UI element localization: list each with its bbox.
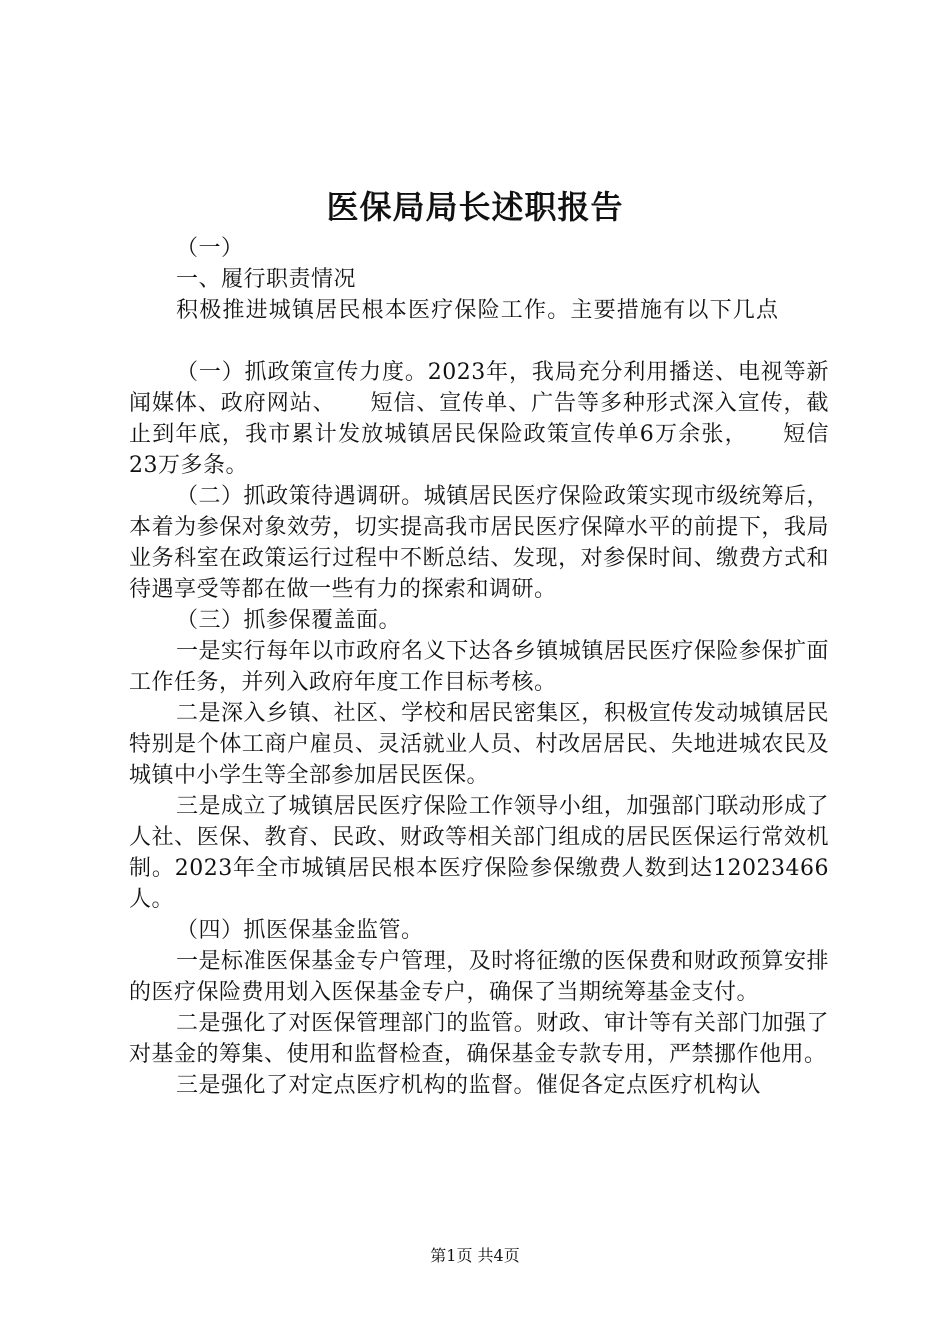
paragraph-coverage-second: 二是深入乡镇、社区、学校和居民密集区，积极宣传发动城镇居民特别是个体工商户雇员、灵活就业人员、村改居居民、失地进城农民及城镇中小学生等全部参加居民医保。 (129, 701, 829, 788)
paragraph-coverage-first: 一是实行每年以市政府名义下达各乡镇城镇居民医疗保险参保扩面工作任务，并列入政府年度工作目标考核。 (129, 639, 829, 695)
paragraph-fund-first: 一是标准医保基金专户管理，及时将征缴的医保费和财政预算安排的医疗保险费用划入医保基金专户，确保了当期统筹基金支付。 (129, 949, 829, 1005)
paragraph-part-marker: （一） (176, 236, 244, 261)
paragraph-fund-heading: （四）抓医保基金监管。 (176, 918, 424, 943)
paragraph-coverage-third: 三是成立了城镇居民医疗保险工作领导小组，加强部门联动形成了人社、医保、教育、民政、财政等相关部门组成的居民医保运行常效机制。2023年全市城镇居民根本医疗保险参保缴费人数到达12023466人。 (129, 794, 829, 912)
paragraph-fund-second: 二是强化了对医保管理部门的监管。财政、审计等有关部门加强了对基金的筹集、使用和监督检查，确保基金专款专用，严禁挪作他用。 (129, 1011, 829, 1067)
paragraph-policy-publicity: （一）抓政策宣传力度。2023年，我局充分利用播送、电视等新闻媒体、政府网站、 短信、宣传单、广告等多种形式深入宣传，截止到年底，我市累计发放城镇居民保险政策宣传单6万余张， 短信23万多条。 (129, 360, 829, 478)
section-heading-duties: 一、履行职责情况 (176, 267, 357, 292)
page-footer: 第1页 共4页 (430, 1246, 520, 1265)
document-body (129, 233, 829, 1101)
paragraph-policy-research: （二）抓政策待遇调研。城镇居民医疗保险政策实现市级统筹后，本着为参保对象效劳，切实提高我市居民医疗保障水平的前提下，我局业务科室在政策运行过程中不断总结、发现，对参保时间、缴费方式和待遇享受等都在做一些有力的探索和调研。 (129, 484, 829, 602)
paragraph-fund-third: 三是强化了对定点医疗机构的监督。催促各定点医疗机构认 (176, 1073, 762, 1098)
paragraph-intro: 积极推进城镇居民根本医疗保险工作。主要措施有以下几点 (176, 298, 780, 323)
paragraph-coverage-heading: （三）抓参保覆盖面。 (176, 608, 402, 633)
document-title: 医保局局长述职报告 (326, 188, 624, 226)
